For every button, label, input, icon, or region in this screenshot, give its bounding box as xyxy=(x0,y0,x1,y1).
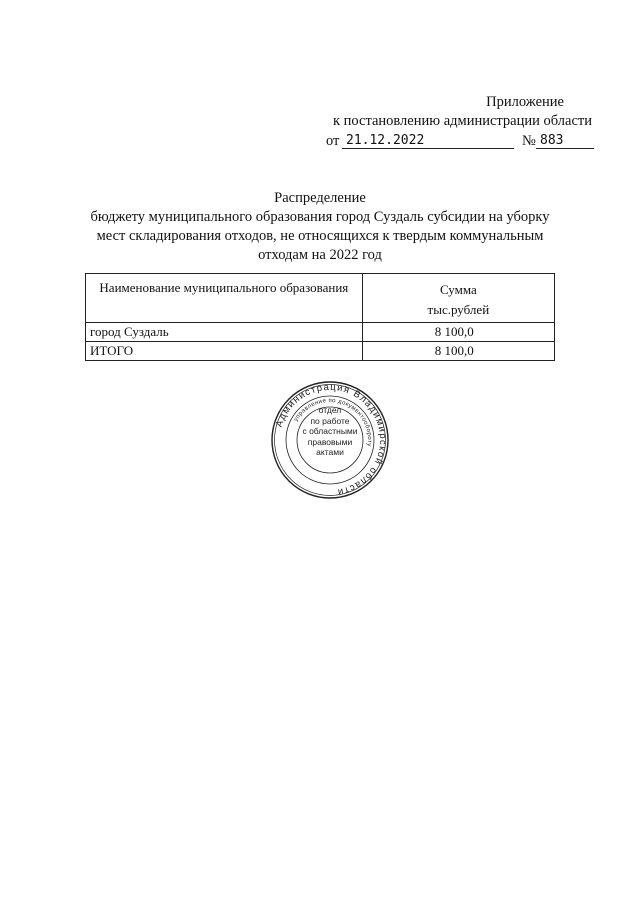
stamp-inner-text xyxy=(297,405,363,458)
stamp-inner-line: отдел xyxy=(318,405,342,415)
row-amount: 8 100,0 xyxy=(362,342,554,361)
appendix-subtitle: к постановлению администрации области xyxy=(332,113,592,129)
stamp-inner-line: актами xyxy=(316,447,344,457)
distribution-table xyxy=(85,273,555,361)
col-header-amount-unit: тыс.рублей xyxy=(427,302,490,317)
heading-line-1: Распределение xyxy=(274,190,366,206)
stamp-ring-text: управление по документообороту xyxy=(293,397,373,448)
table-header-row xyxy=(86,274,555,323)
row-amount: 8 100,0 xyxy=(362,323,554,342)
col-header-name: Наименование муниципального образования xyxy=(86,274,363,323)
heading-line-3: мест складирования отходов, не относящихся к твердым коммунальным xyxy=(96,228,544,244)
table-row xyxy=(86,323,555,342)
col-header-amount-label: Сумма xyxy=(439,282,477,297)
stamp-inner-line: с областными xyxy=(302,426,358,436)
row-name: ИТОГО xyxy=(86,342,363,361)
heading-line-4: отходам на 2022 год xyxy=(258,247,382,263)
decree-number: 883 xyxy=(536,132,594,149)
col-header-amount xyxy=(362,274,554,323)
stamp-inner-line: по работе xyxy=(310,415,350,426)
row-name: город Суздаль xyxy=(86,323,363,342)
date-prefix: от xyxy=(326,133,340,149)
number-sign: № xyxy=(522,133,536,149)
stamp-inner-line: правовыми xyxy=(307,436,353,447)
decree-date: 21.12.2022 xyxy=(342,132,514,149)
appendix-date-line xyxy=(318,132,608,152)
table-row xyxy=(86,342,555,361)
heading-line-2: бюджету муниципального образования город Суздаль субсидии на уборку xyxy=(90,209,550,225)
document-heading xyxy=(80,189,560,265)
appendix-title: Приложение xyxy=(486,94,564,110)
appendix-block xyxy=(318,93,608,152)
stamp-outer-text: Администрация Владимирской области xyxy=(273,381,389,498)
